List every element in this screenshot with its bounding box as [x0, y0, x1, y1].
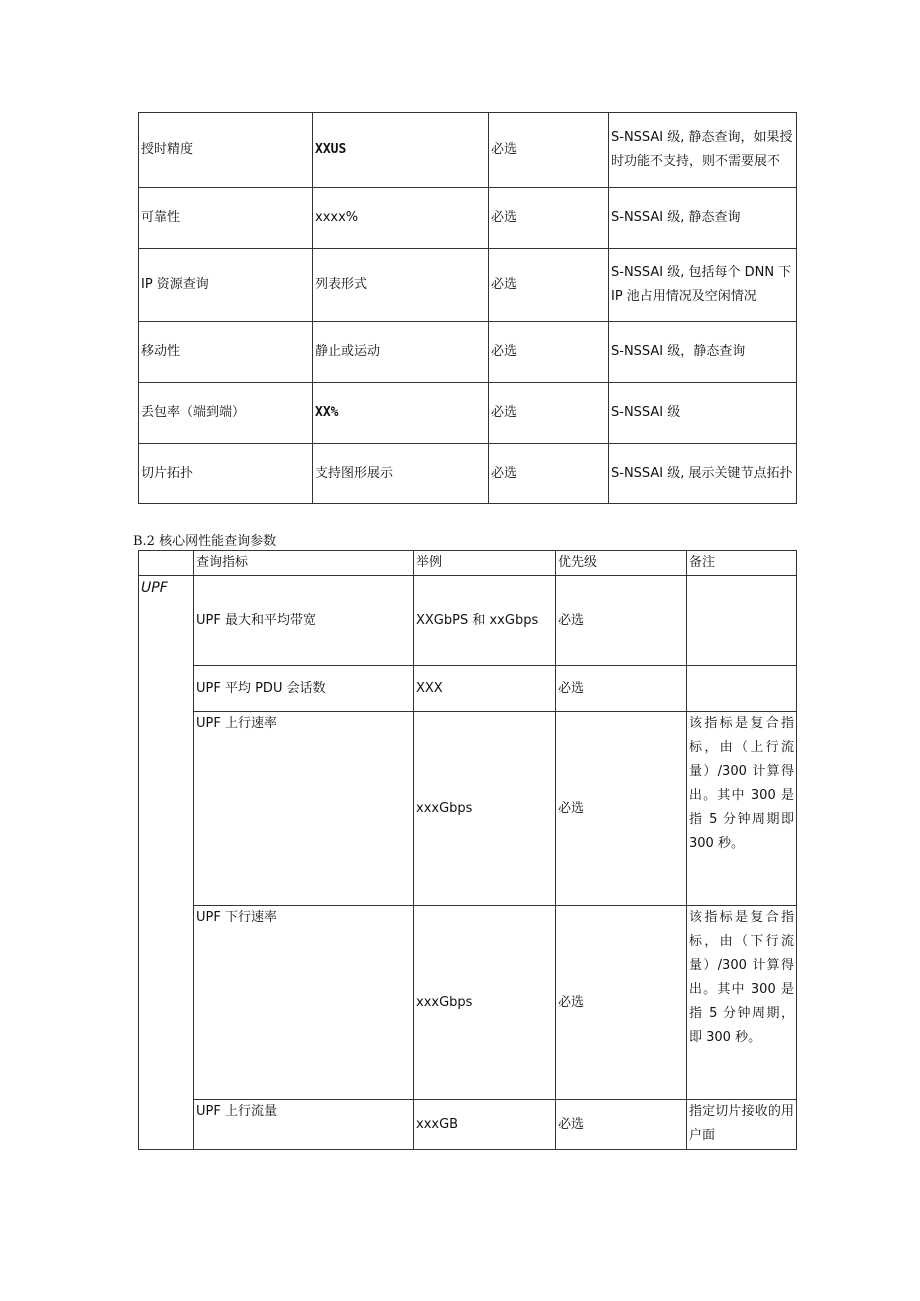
- table-row: [139, 576, 797, 666]
- param-priority: 必选: [489, 188, 609, 249]
- table-row: [139, 322, 797, 383]
- param-example: 列表形式: [313, 249, 489, 322]
- group-label: UPF: [139, 576, 194, 1150]
- param-example: xxxx%: [313, 188, 489, 249]
- param-name: 授时精度: [139, 113, 313, 188]
- metric-example: xxxGB: [414, 1100, 556, 1150]
- param-note: S-NSSAI 级, 静态查询: [609, 188, 797, 249]
- param-example: 静止或运动: [313, 322, 489, 383]
- metric-name: UPF 平均 PDU 会话数: [194, 666, 414, 712]
- param-priority: 必选: [489, 249, 609, 322]
- param-note: S-NSSAI 级, 静态查询，如果授时功能不支持，则不需要展不: [609, 113, 797, 188]
- param-note: S-NSSAI 级，静态查询: [609, 322, 797, 383]
- table-row: [139, 444, 797, 504]
- metric-example: xxxGbps: [414, 906, 556, 1100]
- metric-priority: 必选: [556, 906, 687, 1100]
- table-row: [139, 906, 797, 1100]
- param-priority: 必选: [489, 113, 609, 188]
- section-caption: B.2 核心网性能查询参数: [133, 534, 277, 549]
- param-name: IP 资源查询: [139, 249, 313, 322]
- param-example: XXUS: [313, 113, 489, 188]
- metric-example: XXX: [414, 666, 556, 712]
- param-note: S-NSSAI 级, 包括每个 DNN 下 IP 池占用情况及空闲情况: [609, 249, 797, 322]
- metric-note: 该指标是复合指标，由（下行流量）/300 计算得出。其中 300 是指 5 分钟周期，即 300 秒。: [687, 906, 797, 1100]
- metric-name: UPF 上行速率: [194, 712, 414, 906]
- metric-example: XXGbPS 和 xxGbps: [414, 576, 556, 666]
- header-cell: [139, 551, 194, 576]
- slice-param-table: [138, 112, 797, 504]
- param-priority: 必选: [489, 444, 609, 504]
- param-name: 丢包率（端到端）: [139, 383, 313, 444]
- metric-name: UPF 最大和平均带宽: [194, 576, 414, 666]
- table-row: [139, 113, 797, 188]
- metric-name: UPF 上行流量: [194, 1100, 414, 1150]
- metric-priority: 必选: [556, 1100, 687, 1150]
- table-row: [139, 1100, 797, 1150]
- header-cell: 查询指标: [194, 551, 414, 576]
- header-cell: 举例: [414, 551, 556, 576]
- metric-note: [687, 576, 797, 666]
- param-name: 移动性: [139, 322, 313, 383]
- table-row: [139, 666, 797, 712]
- metric-note: [687, 666, 797, 712]
- metric-example: xxxGbps: [414, 712, 556, 906]
- param-priority: 必选: [489, 322, 609, 383]
- table-row: [139, 383, 797, 444]
- param-note: S-NSSAI 级: [609, 383, 797, 444]
- metric-priority: 必选: [556, 576, 687, 666]
- param-name: 可靠性: [139, 188, 313, 249]
- metric-name: UPF 下行速率: [194, 906, 414, 1100]
- core-network-perf-table: [138, 550, 797, 1150]
- param-name: 切片拓扑: [139, 444, 313, 504]
- param-example: XX%: [313, 383, 489, 444]
- header-cell: 优先级: [556, 551, 687, 576]
- metric-note: 指定切片接收的用户面: [687, 1100, 797, 1150]
- param-example: 支持图形展示: [313, 444, 489, 504]
- table-row: [139, 712, 797, 906]
- param-note: S-NSSAI 级, 展示关键节点拓扑: [609, 444, 797, 504]
- metric-priority: 必选: [556, 666, 687, 712]
- table-header-row: [139, 551, 797, 576]
- header-cell: 备注: [687, 551, 797, 576]
- metric-note: 该指标是复合指标，由（上行流量）/300 计算得出。其中 300 是指 5 分钟周期即 300 秒。: [687, 712, 797, 906]
- table-row: [139, 188, 797, 249]
- metric-priority: 必选: [556, 712, 687, 906]
- param-priority: 必选: [489, 383, 609, 444]
- table-row: [139, 249, 797, 322]
